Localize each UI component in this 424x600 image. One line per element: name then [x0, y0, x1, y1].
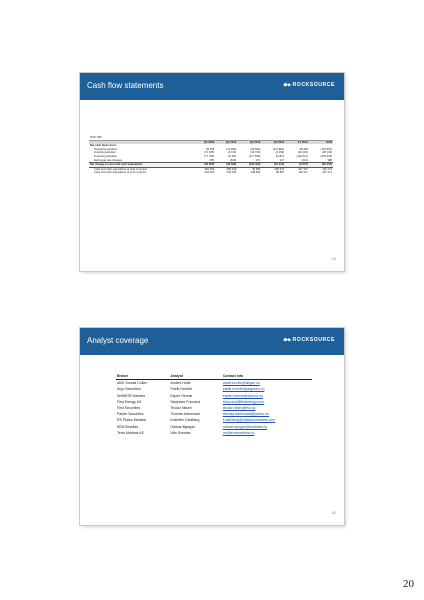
analyst-cell: Thomas Aarnestad — [170, 412, 200, 417]
slide-header — [80, 328, 344, 355]
table-cell: (154 654) — [320, 147, 332, 151]
row-label: Net change in cash and cash equivalents — [89, 163, 193, 168]
slide-cash-flow — [80, 73, 344, 271]
table-cell: (20 478) — [309, 163, 333, 168]
broker-cell: Argo Securities — [117, 387, 141, 392]
table-row — [116, 380, 312, 387]
analyst-cell: Patrik Hohvith — [170, 387, 193, 392]
broker-cell: RS Platou Markets — [117, 418, 147, 423]
table-cell: 98 496 — [299, 147, 308, 151]
analyst-cell: Espen Hennie — [170, 393, 193, 398]
rocksource-logo-icon — [283, 82, 291, 87]
table-cell: 450 269 — [204, 167, 215, 171]
slide-header — [80, 73, 344, 100]
table-cell: 446 174 — [322, 167, 332, 171]
column-header: Q4 2009 — [193, 140, 215, 144]
slide-number: 42 — [331, 510, 336, 515]
row-label: Investing activities — [94, 151, 116, 155]
analyst-table — [116, 373, 312, 436]
cash-flow-table — [89, 136, 333, 175]
analyst-cell: Oddvar Bjørgan — [170, 424, 196, 429]
table-cell: (193 424) — [237, 163, 261, 168]
table-cell: 471 — [255, 158, 261, 162]
broker-cell: DnBNOR Markets — [117, 393, 146, 398]
table-cell: (20 236) — [297, 151, 308, 155]
table-cell: 427 271 — [322, 171, 332, 175]
email-link[interactable]: espen.hennie@dnbnor.no — [222, 393, 263, 398]
broker-cell: ABG Sundal Collier — [117, 381, 148, 386]
broker-cell: First Energy AS — [117, 399, 142, 404]
analyst-cell: Teodor Nilsen — [170, 406, 192, 411]
broker-cell: SEB Enskilda — [117, 424, 139, 429]
table-cell: (177 839) — [248, 154, 261, 158]
table-cell: 338 374 — [274, 167, 285, 171]
row-label: Cash and cash equivalents at start of period — [94, 167, 147, 171]
email-link[interactable]: oddvar.bjorgan@enskilda.no — [222, 424, 268, 429]
table-cell: 23 872 — [275, 154, 285, 158]
page-number: 20 — [403, 578, 414, 590]
table-cell: 98 887 — [275, 171, 285, 175]
column-header: Q3 2010 — [261, 140, 285, 144]
table-header-row — [116, 373, 312, 380]
rocksource-logo-icon — [283, 337, 291, 342]
email-link[interactable]: patrik.hohvith@argosec.no — [222, 387, 265, 392]
table-cell: 248 832 — [250, 171, 261, 175]
analyst-cell: Anders Holte — [170, 381, 191, 386]
analyst-cell: Kristoffer Dahlberg — [170, 418, 200, 423]
table-cell: 388 — [327, 158, 332, 162]
slide-title: Analyst coverage — [87, 336, 149, 345]
table-cell: (39 589) — [215, 163, 237, 168]
table-cell: 418 117 — [298, 171, 308, 175]
slide-analyst-coverage — [80, 328, 344, 525]
table-cell: (2 252) — [275, 151, 285, 155]
email-link[interactable]: k.dahlberg@rsplatoumarkets.com — [222, 418, 276, 423]
column-header: Contact info — [222, 373, 312, 380]
column-header: Q4 2010 — [215, 140, 237, 144]
table-cell: (63 846) — [250, 147, 261, 151]
row-label: Net cash flows from: — [90, 144, 117, 148]
column-header: Analyst — [169, 373, 221, 380]
table-cell: (71 665) — [204, 151, 215, 155]
row-label: Cash and cash equivalents at end of period — [94, 171, 146, 175]
unit-label: NOK '000 — [89, 136, 193, 140]
table-cell: (13 749) — [250, 151, 261, 155]
table-cell: (231) — [301, 158, 308, 162]
column-header: Broker — [116, 373, 169, 380]
table-cell: (8 647) — [285, 163, 309, 168]
slide-title: Cash flow statements — [87, 81, 164, 90]
broker-cell: Pareto Securities — [117, 412, 144, 417]
table-cell: (100 611) — [296, 154, 308, 158]
table-cell: 245 780 — [226, 171, 237, 175]
table-cell: (91 413) — [261, 163, 285, 168]
table-cell: (28 149) — [321, 151, 332, 155]
table-cell: (26 285) — [193, 163, 215, 168]
table-cell: (77 336) — [204, 154, 215, 158]
table-cell: 45 986 — [252, 167, 261, 171]
email-link[interactable]: teodor.nilsen@fsc.no — [222, 406, 256, 411]
logo-text: ROCKSOURCE — [292, 337, 335, 343]
row-label: Operating activities — [94, 147, 117, 151]
table-cell: (2 164) — [227, 151, 237, 155]
table-cell: 82 968 — [206, 147, 215, 151]
column-header: 2009 — [309, 140, 333, 144]
table-cell: (114 984) — [272, 147, 285, 151]
email-link[interactable]: sfoucaud@firstenergy.com — [222, 399, 265, 404]
analyst-cell: Stephane Foucaud — [170, 399, 200, 404]
email-link[interactable]: thomas.aarnestad@pareto.no — [222, 412, 270, 417]
email-link[interactable]: vs@terramarkets.no — [222, 430, 255, 435]
broker-cell: Terra Markets AS — [117, 430, 144, 435]
rocksource-logo — [283, 337, 335, 343]
logo-text: ROCKSOURCE — [292, 82, 335, 88]
column-header: Q3 2010 — [237, 140, 261, 144]
table-cell: (95) — [209, 158, 215, 162]
table-cell: 37 484 — [228, 154, 237, 158]
row-label: Financing activities — [94, 154, 117, 158]
slide-number: 20 — [331, 256, 336, 261]
broker-cell: First Securities — [117, 406, 141, 411]
row-label: Exchange rate changes — [94, 158, 123, 162]
table-cell: 427 337 — [298, 167, 308, 171]
table-row — [116, 430, 312, 436]
table-cell: 285 429 — [226, 167, 237, 171]
email-link[interactable]: anders.holte@abgsc.no — [222, 381, 260, 386]
table-cell: (649) — [229, 158, 237, 162]
rocksource-logo — [283, 82, 335, 88]
table-cell: (74 290) — [226, 147, 237, 151]
table-cell: 117 — [279, 158, 285, 162]
table-row — [89, 171, 333, 175]
table-cell: 424 026 — [204, 171, 215, 175]
analyst-cell: Ville Szentes — [170, 430, 191, 435]
table-cell: (278 225) — [320, 154, 332, 158]
column-header: FY 2010 — [285, 140, 309, 144]
